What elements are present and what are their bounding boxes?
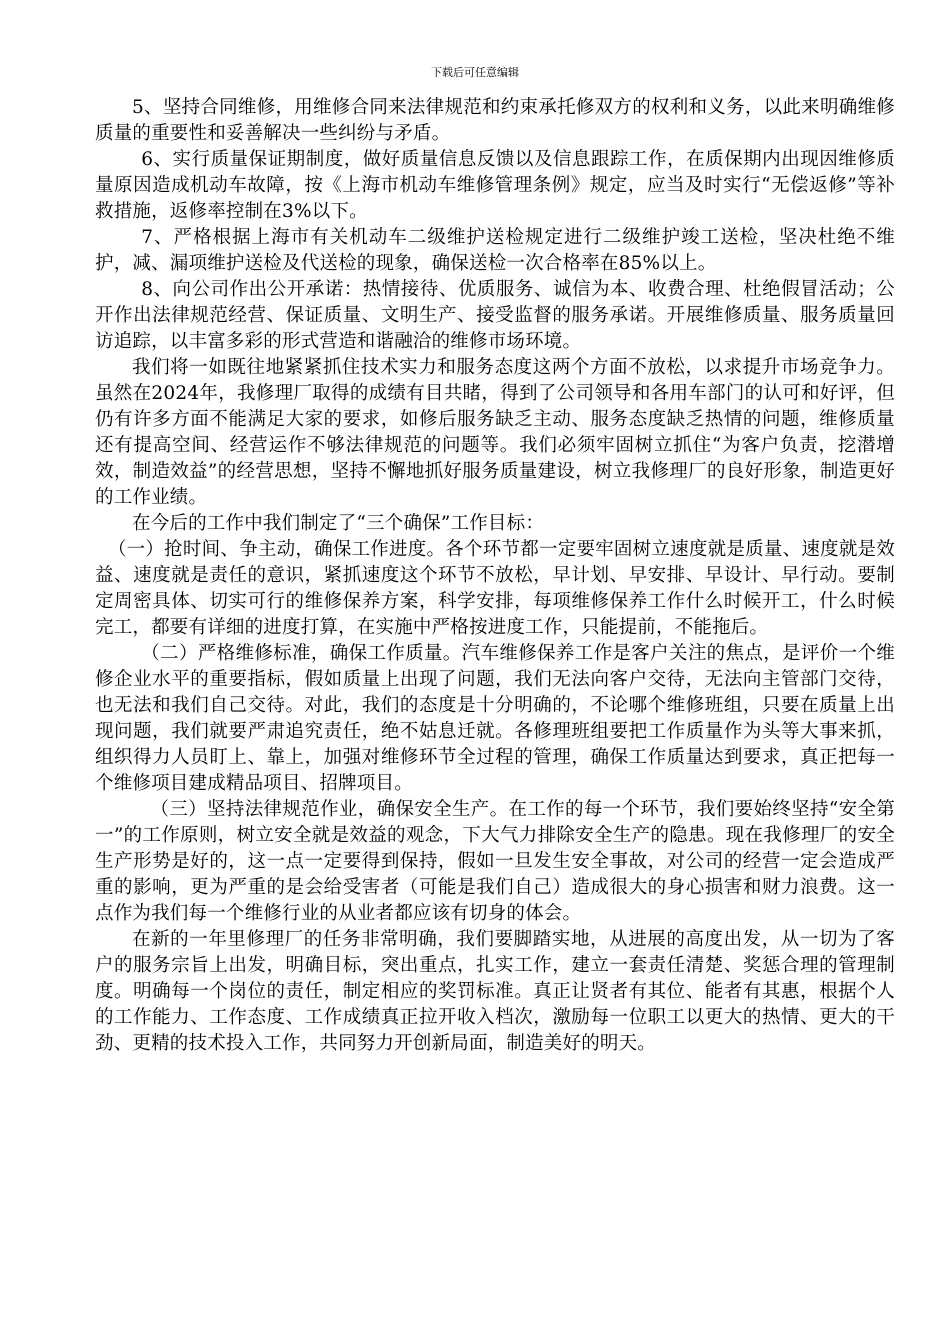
paragraph-competitiveness: 我们将一如既往地紧紧抓住技术实力和服务态度这两个方面不放松，以求提升市场竞争力。虽然在2024年，我修理厂取得的成绩有目共睹，得到了公司领导和各用车部门的认可和好评，但仍有许多方面不能满足大家的要求，如修后服务缺乏主动、服务态度缺乏热情的问题，维修质量还有提高空间、经营运作不够法律规范的问题等。我们必须牢固树立抓住“为客户负责，挖潜增效，制造效益”的经营思想，坚持不懈地抓好服务质量建设，树立我修理厂的良好形象，制造更好的工作业绩。 xyxy=(95,357,895,508)
paragraph-item-7-inspection: 7、严格根据上海市有关机动车二级维护送检规定进行二级维护竣工送检，坚决杜绝不维护，减、漏项维护送检及代送检的现象，确保送检一次合格率在85%以上。 xyxy=(95,227,895,274)
paragraph-item-5-contract-repair: 5、坚持合同维修，用维修合同来法律规范和约束承托修双方的权利和义务，以此来明确维修质量的重要性和妥善解决一些纠纷与矛盾。 xyxy=(95,97,895,144)
paragraph-new-year-tasks: 在新的一年里修理厂的任务非常明确，我们要脚踏实地，从进展的高度出发，从一切为了客户的服务宗旨上出发，明确目标，突出重点，扎实工作，建立一套责任清楚、奖惩合理的管理制度。明确每一个岗位的责任，制定相应的奖罚标准。真正让贤者有其位、能者有其惠，根据个人的工作能力、工作态度、工作成绩真正拉开收入档次，激励每一位职工以更大的热情、更大的干劲、更精的技术投入工作，共同努力开创新局面，制造美好的明天。 xyxy=(95,929,895,1054)
paragraph-item-8-commitment: 8、向公司作出公开承诺：热情接待、优质服务、诚信为本、收费合理、杜绝假冒活动；公开作出法律规范经营、保证质量、文明生产、接受监督的服务承诺。开展维修质量、服务质量回访追踪，以丰富多彩的形式营造和谐融洽的维修市场环境。 xyxy=(95,279,895,352)
page-header: 下载后可任意编辑 xyxy=(431,66,519,79)
paragraph-three-goals-intro: 在今后的工作中我们制定了“三个确保”工作目标： xyxy=(132,513,545,534)
paragraph-goal-2-quality: （二）严格维修标准，确保工作质量。汽车维修保养工作是客户关注的焦点，是评价一个维修企业水平的重要指标，假如质量上出现了问题，我们无法向客户交待，无法向主管部门交待，也无法和我们自己交待。对此，我们的态度是十分明确的，不论哪个维修班组，只要在质量上出现问题，我们就要严肃追究责任，绝不姑息迁就。各修理班组要把工作质量作为头等大事来抓，组织得力人员盯上、靠上，加强对维修环节全过程的管理，确保工作质量达到要求，真正把每一个维修项目建成精品项目、招牌项目。 xyxy=(95,643,895,794)
paragraph-goal-3-safety: （三）坚持法律规范作业，确保安全生产。在工作的每一个环节，我们要始终坚持“安全第一”的工作原则，树立安全就是效益的观念，下大气力排除安全生产的隐患。现在我修理厂的安全生产形势是好的，这一点一定要得到保持，假如一旦发生安全事故，对公司的经营一定会造成严重的影响，更为严重的是会给受害者（可能是我们自己）造成很大的身心损害和财力浪费。这一点作为我们每一个维修行业的从业者都应该有切身的体会。 xyxy=(95,799,895,924)
paragraph-goal-1-progress: （一）抢时间、争主动，确保工作进度。各个环节都一定要牢固树立速度就是质量、速度就是效益、速度就是责任的意识，紧抓速度这个环节不放松，早计划、早安排、早设计、早行动。要制定周密具体、切实可行的维修保养方案，科学安排，每项维修保养工作什么时候开工，什么时候完工，都要有详细的进度打算，在实施中严格按进度工作，只能提前，不能拖后。 xyxy=(95,539,895,638)
document-body xyxy=(95,95,895,1057)
paragraph-item-6-warranty: 6、实行质量保证期制度，做好质量信息反馈以及信息跟踪工作，在质保期内出现因维修质量原因造成机动车故障，按《上海市机动车维修管理条例》规定，应当及时实行“无偿返修”等补救措施，返修率控制在3%以下。 xyxy=(95,149,895,222)
